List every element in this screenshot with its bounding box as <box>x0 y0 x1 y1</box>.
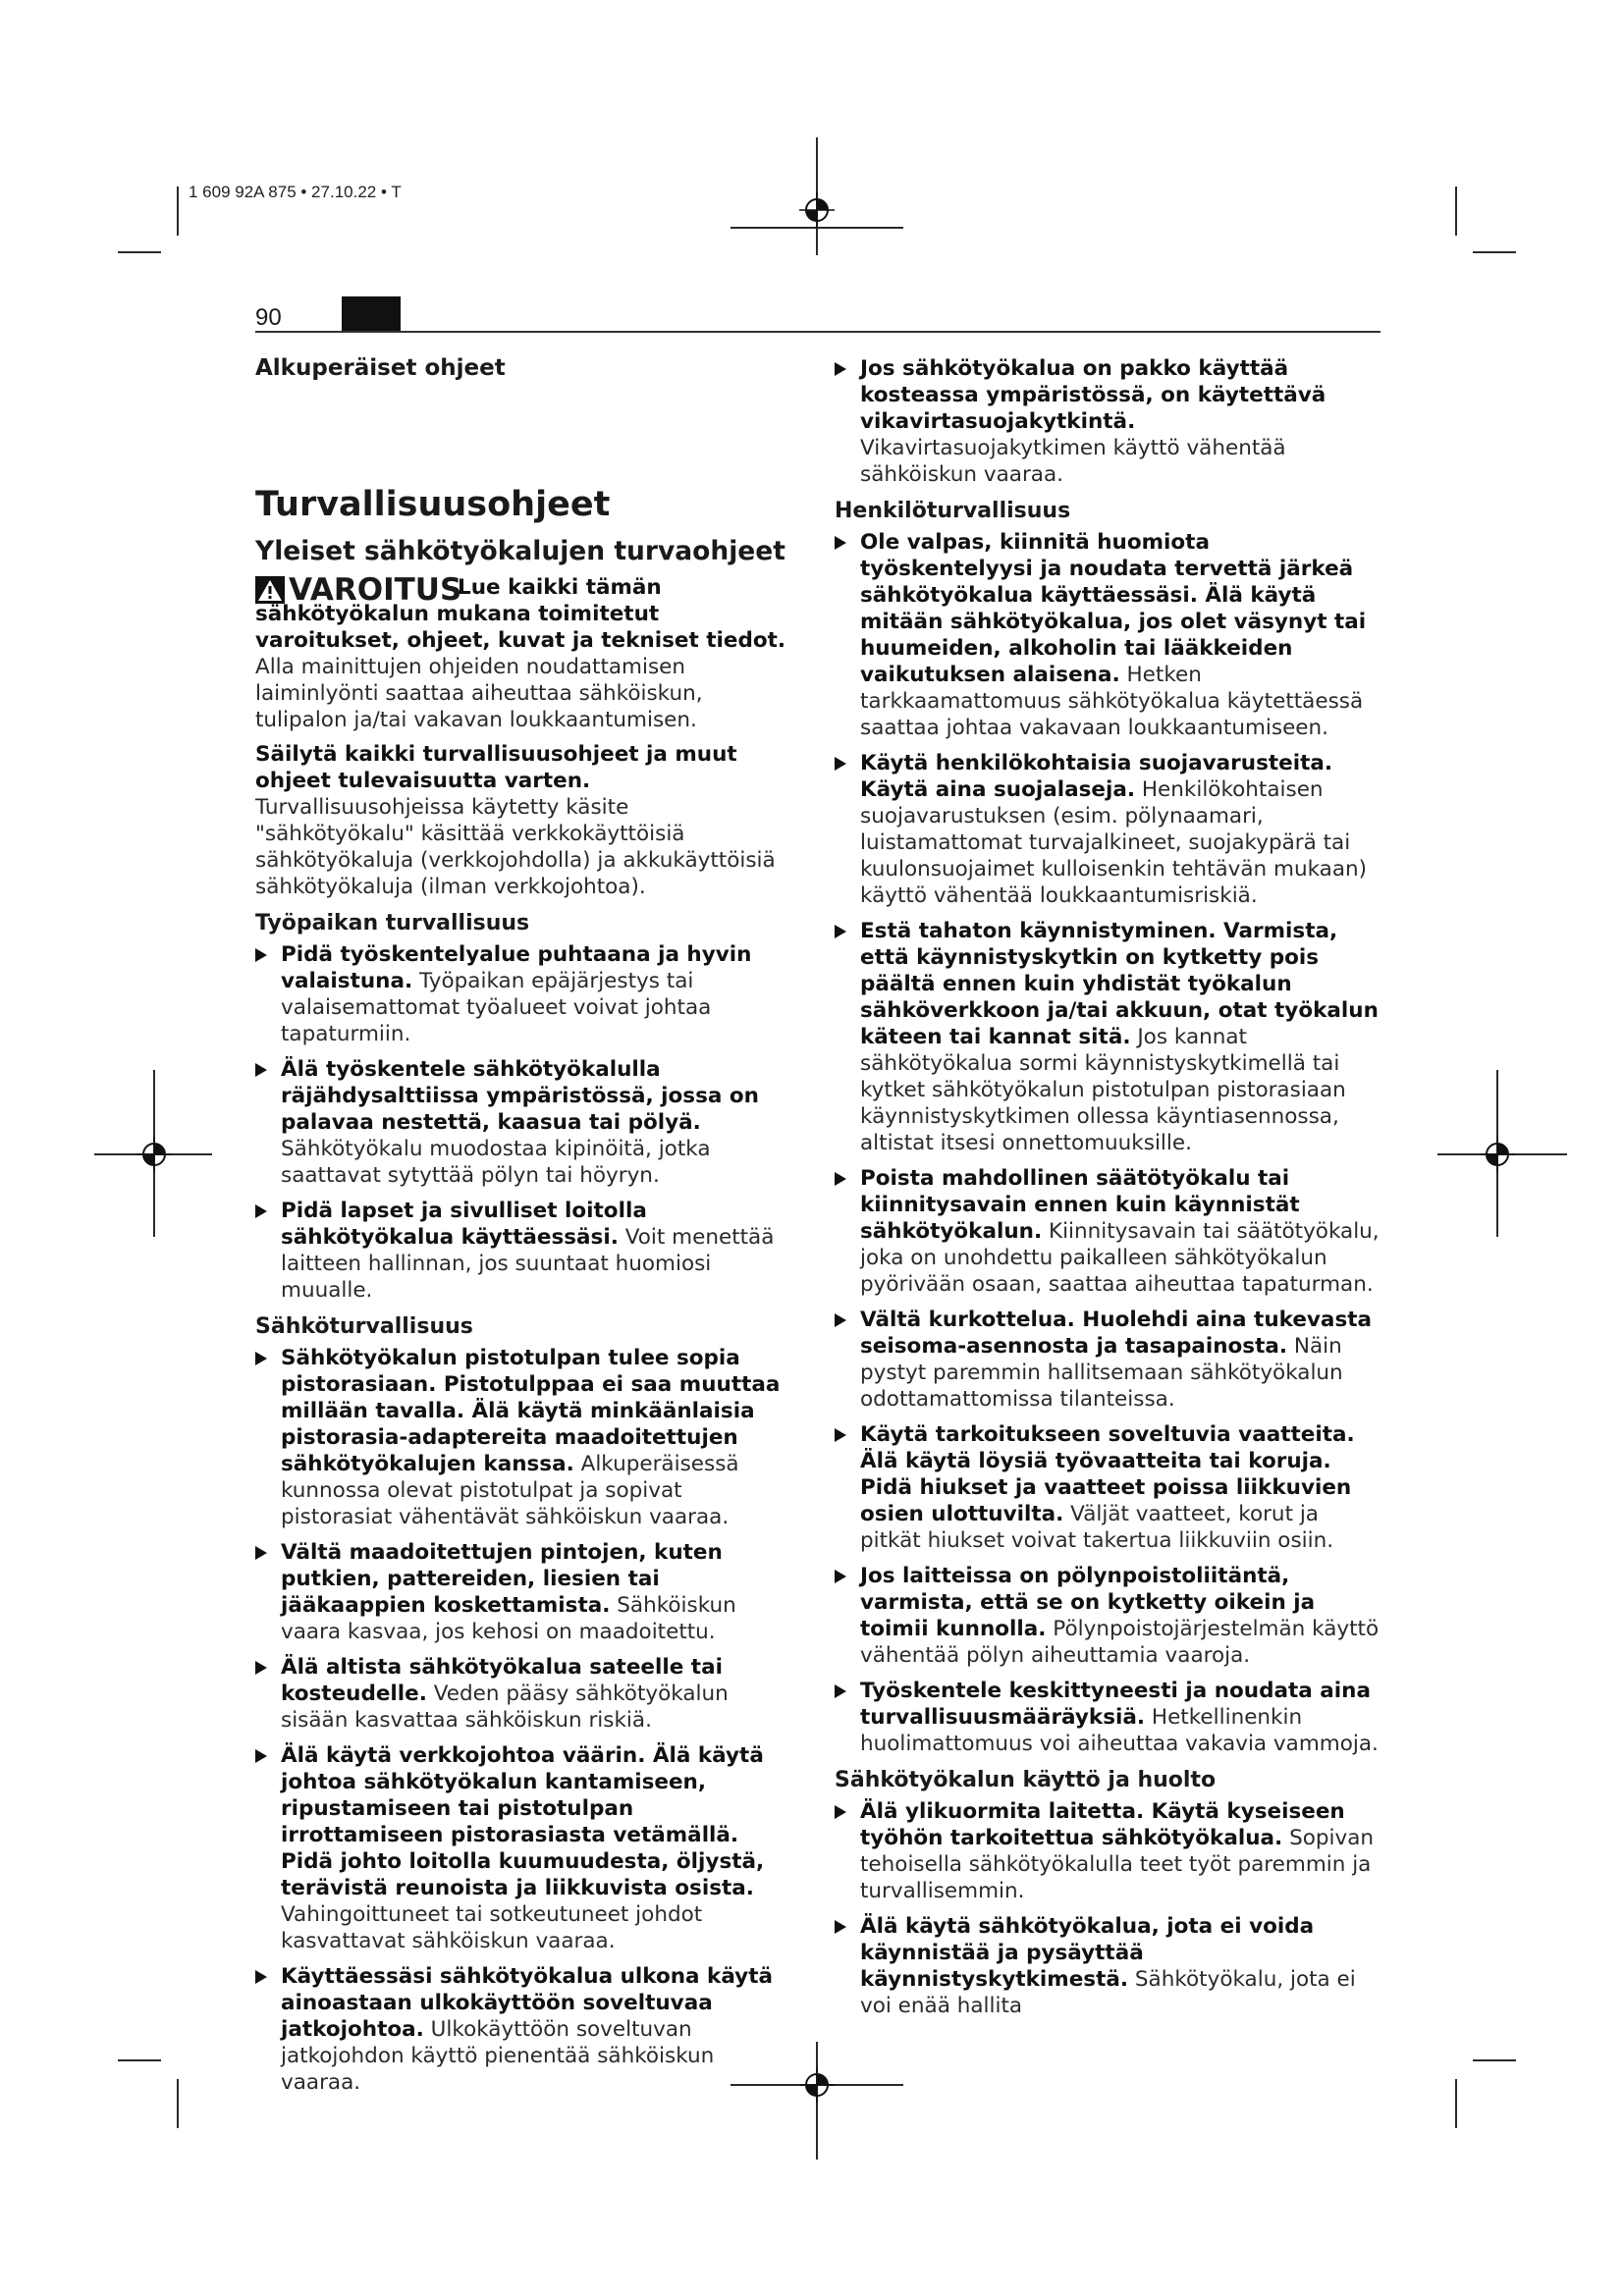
left-column <box>255 355 793 2105</box>
item-text: Ulkokäyttöön soveltuvan jatkojohdon käyttö pienentää sähköiskun vaaraa. <box>281 2017 715 2095</box>
item-bold: Käytä henkilökohtaisia suojavarusteita. Käytä aina suojalaseja. <box>860 751 1333 802</box>
bullet-arrow-icon <box>835 1313 846 1327</box>
item-bold: Käytä tarkoitukseen soveltuvia vaatteita. Älä käytä löysiä työvaatteita tai koruja. Pidä hiukset ja vaatteet poissa liikkuvien osien ulottuvilta. <box>860 1422 1355 1526</box>
item-bold: Älä käytä sähkötyökalua, jota ei voida käynnistää ja pysäyttää käynnistyskytkimestä. <box>860 1914 1315 1992</box>
crop-mark <box>177 187 179 236</box>
item-bold: Vältä maadoitettujen pintojen, kuten putkien, pattereiden, liesien tai jääkaappien koskettamista. <box>281 1540 723 1618</box>
print-info: 1 609 92A 875 • 27.10.22 • T <box>189 183 402 201</box>
warning-block <box>255 568 793 733</box>
warning-word: VAROITUS <box>289 572 462 608</box>
item-text: Väljät vaatteet, korut ja pitkät hiukset voivat takertua liikkuviin osiin. <box>860 1502 1334 1553</box>
item-bold: Käyttäessäsi sähkötyökalua ulkona käytä ainoastaan ulkokäyttöön soveltuvaa jatkojohtoa. <box>281 1964 773 2042</box>
warning-text: Alla mainittujen ohjeiden noudattamisen laiminlyönti saattaa aiheuttaa sähköiskun, tulipalon ja/tai vakavan loukkaantumisen. <box>255 655 703 732</box>
list-item <box>255 1056 793 1189</box>
crop-mark <box>1473 2059 1516 2061</box>
section-title-use-and-care: Sähkötyökalun käyttö ja huolto <box>835 1768 1217 1792</box>
item-text: Kiinnitysavain tai säätötyökalu, joka on unohdettu paikalleen sähkötyökalun pyörivään osaan, saattaa aiheuttaa tapaturman. <box>860 1219 1380 1297</box>
bullet-arrow-icon <box>835 1428 846 1442</box>
crop-mark <box>118 2059 161 2061</box>
list-item <box>835 529 1380 741</box>
registration-mark-icon <box>1480 1137 1515 1172</box>
bullet-arrow-icon <box>255 948 267 962</box>
registration-mark-icon <box>799 2067 835 2103</box>
crop-mark <box>118 251 161 253</box>
bullet-arrow-icon <box>835 1920 846 1934</box>
crop-mark <box>1473 251 1516 253</box>
list-item <box>255 1654 793 1734</box>
item-text: Vahingoittuneet tai sotkeutuneet johdot kasvattavat sähköiskun vaaraa. <box>281 1902 703 1953</box>
item-text: Alkuperäisessä kunnossa olevat pistotulpat ja sopivat pistorasiat vähentävät sähköiskun vaaraa. <box>281 1452 739 1529</box>
item-text: Sähköiskun vaara kasvaa, jos kehosi on maadoitettu. <box>281 1593 736 1644</box>
bullet-arrow-icon <box>835 1172 846 1186</box>
keep-instructions-bold: Säilytä kaikki turvallisuusohjeet ja muut ohjeet tulevaisuutta varten. <box>255 742 737 793</box>
list-item <box>255 1539 793 1645</box>
list-item <box>835 918 1380 1156</box>
bullet-arrow-icon <box>255 1352 267 1365</box>
item-text: Pölynpoistojärjestelmän käyttö vähentää pölyn aiheuttamia vaaroja. <box>860 1617 1380 1668</box>
item-bold: Pidä työskentelyalue puhtaana ja hyvin valaistuna. <box>281 942 752 993</box>
item-text: Veden pääsy sähkötyökalun sisään kasvattaa sähköiskun riskiä. <box>281 1682 729 1733</box>
item-text: Sähkötyökalu muodostaa kipinöitä, jotka saattavat sytyttää pölyn tai höyryn. <box>281 1137 711 1188</box>
right-column <box>835 355 1380 2028</box>
list-item <box>255 1742 793 1954</box>
item-bold: Jos laitteissa on pölynpoistoliitäntä, varmista, että se on kytketty oikein ja toimii kunnolla. <box>860 1564 1316 1641</box>
header-rule <box>255 331 1380 333</box>
intro-list <box>835 355 1380 488</box>
item-text: Hetken tarkkaamattomuus sähkötyökalua käytettäessä saattaa johtaa vakavaan loukkaantumiseen. <box>860 663 1364 740</box>
item-text: Sähkötyökalu, jota ei voi enää hallita <box>860 1967 1356 2018</box>
bullet-arrow-icon <box>835 362 846 376</box>
list-item <box>835 1913 1380 2019</box>
page-tab-block <box>342 296 401 332</box>
electrical-list <box>255 1345 793 2096</box>
list-item <box>835 355 1380 488</box>
section-title-electrical: Sähköturvallisuus <box>255 1314 473 1339</box>
item-text: Sopivan tehoisella sähkötyökalulla teet työt paremmin ja turvallisemmin. <box>860 1826 1375 1903</box>
item-bold: Älä altista sähkötyökalua sateelle tai kosteudelle. <box>281 1655 723 1706</box>
warning-lead: Lue kaikki tämän sähkötyökalun mukana toimitetut varoitukset, ohjeet, kuvat ja tekniset tiedot. <box>255 575 786 653</box>
bullet-arrow-icon <box>255 1661 267 1675</box>
list-item <box>835 1307 1380 1413</box>
item-text: Henkilökohtaisen suojavarustuksen (esim. pölynaamari, luistamattomat turvajalkineet, suojakypärä tai kuulonsuojaimet kulloisenkin tehtävän mukaan) käyttö vähentää loukkaantumisriskiä. <box>860 777 1368 908</box>
item-bold: Estä tahaton käynnistyminen. Varmista, että käynnistyskytkin on kytketty pois päältä ennen kuin yhdistät työkalun sähköverkkoon ja/tai akkuun, otat työkalun käteen tai kannat sitä. <box>860 919 1379 1049</box>
item-bold: Älä käytä verkkojohtoa väärin. Älä käytä johtoa sähkötyökalun kantamiseen, ripustamiseen tai pistotulpan irrottamiseen pistorasiasta vetämällä. Pidä johto loitolla kuumuudesta, öljystä, terävistä reunoista ja liikkuvista osista. <box>281 1743 765 1900</box>
item-bold: Jos sähkötyökalua on pakko käyttää kosteassa ympäristössä, on käytettävä vikavirtasuojakytkintä. <box>860 356 1326 434</box>
item-text: Hetkellinenkin huolimattomuus voi aiheuttaa vakavia vammoja. <box>860 1705 1379 1756</box>
bullet-arrow-icon <box>255 1970 267 1984</box>
page-number: 90 <box>255 304 282 331</box>
crop-mark <box>1455 187 1457 236</box>
item-bold: Poista mahdollinen säätötyökalu tai kiinnitysavain ennen kuin käynnistät sähkötyökalun. <box>860 1166 1300 1244</box>
list-item <box>835 1563 1380 1669</box>
list-item <box>255 941 793 1047</box>
item-bold: Sähkötyökalun pistotulpan tulee sopia pistorasiaan. Pistotulppaa ei saa muuttaa millään tavalla. Älä käytä minkäänlaisia pistorasia-adaptereita maadoitettujen sähkötyökalujen kanssa. <box>281 1346 781 1476</box>
bullet-arrow-icon <box>835 536 846 550</box>
item-bold: Vältä kurkottelua. Huolehdi aina tukevasta seisoma-asennosta ja tasapainosta. <box>860 1308 1373 1359</box>
crop-mark <box>177 2079 179 2128</box>
crop-mark <box>1455 2079 1457 2128</box>
list-item <box>835 750 1380 909</box>
bullet-arrow-icon <box>835 925 846 938</box>
item-bold: Työskentele keskittyneesti ja noudata aina turvallisuusmääräyksiä. <box>860 1679 1371 1730</box>
item-bold: Älä työskentele sähkötyökalulla räjähdysalttiissa ympäristössä, jossa on palavaa nestettä, kaasua tai pölyä. <box>281 1057 759 1135</box>
section-title-workplace: Työpaikan turvallisuus <box>255 911 530 935</box>
bullet-arrow-icon <box>835 1570 846 1583</box>
list-item <box>255 1963 793 2096</box>
item-text: Jos kannat sähkötyökalua sormi käynnistyskytkimellä tai kytket sähkötyökalun pistotulpan pistorasiaan käynnistyskytkimen ollessa käyntiasennossa, altistat itsesi onnettomuuksille. <box>860 1025 1346 1155</box>
list-item <box>255 1198 793 1304</box>
chapter-title: Turvallisuusohjeet <box>255 485 611 524</box>
bullet-arrow-icon <box>255 1204 267 1218</box>
registration-mark-icon <box>136 1137 172 1172</box>
list-item <box>835 1678 1380 1757</box>
bullet-arrow-icon <box>835 757 846 771</box>
list-item <box>835 1421 1380 1554</box>
bullet-arrow-icon <box>255 1063 267 1077</box>
list-item <box>255 1345 793 1530</box>
item-bold: Älä ylikuormita laitetta. Käytä kyseiseen työhön tarkoitettua sähkötyökalua. <box>860 1799 1345 1850</box>
bullet-arrow-icon <box>255 1749 267 1763</box>
use-and-care-list <box>835 1798 1380 2019</box>
general-safety-title: Yleiset sähkötyökalujen turvaohjeet <box>255 536 785 566</box>
item-bold: Ole valpas, kiinnitä huomiota työskentelyysi ja noudata tervettä järkeä sähkötyökalua käyttäessäsi. Älä käytä mitään sähkötyökalua, jos olet väsynyt tai huumeiden, alkoholin tai lääkkeiden vaikutuksen alaisena. <box>860 530 1367 687</box>
list-item <box>835 1165 1380 1298</box>
personal-list <box>835 529 1380 1757</box>
original-instructions-title: Alkuperäiset ohjeet <box>255 355 506 381</box>
item-bold: Pidä lapset ja sivulliset loitolla sähkötyökalua käyttäessäsi. <box>281 1199 647 1250</box>
registration-mark-icon <box>799 192 835 228</box>
keep-instructions-text: Turvallisuusohjeissa käytetty käsite "sähkötyökalu" käsittää verkkokäyttöisiä sähkötyökaluja (verkkojohdolla) ja akkukäyttöisiä sähkötyökaluja (ilman verkkojohtoa). <box>255 795 776 899</box>
item-text: Vikavirtasuojakytkimen käyttö vähentää sähköiskun vaaraa. <box>860 436 1286 487</box>
workplace-list <box>255 941 793 1304</box>
list-item <box>835 1798 1380 1904</box>
bullet-arrow-icon <box>835 1805 846 1819</box>
item-text: Voit menettää laitteen hallinnan, jos suuntaat huomiosi muualle. <box>281 1225 775 1303</box>
section-title-personal: Henkilöturvallisuus <box>835 499 1071 523</box>
bullet-arrow-icon <box>835 1684 846 1698</box>
item-text: Työpaikan epäjärjestys tai valaisemattomat työalueet voivat johtaa tapaturmiin. <box>281 969 712 1046</box>
item-text: Näin pystyt paremmin hallitsemaan sähkötyökalun odottamattomissa tilanteissa. <box>860 1334 1343 1412</box>
bullet-arrow-icon <box>255 1546 267 1560</box>
